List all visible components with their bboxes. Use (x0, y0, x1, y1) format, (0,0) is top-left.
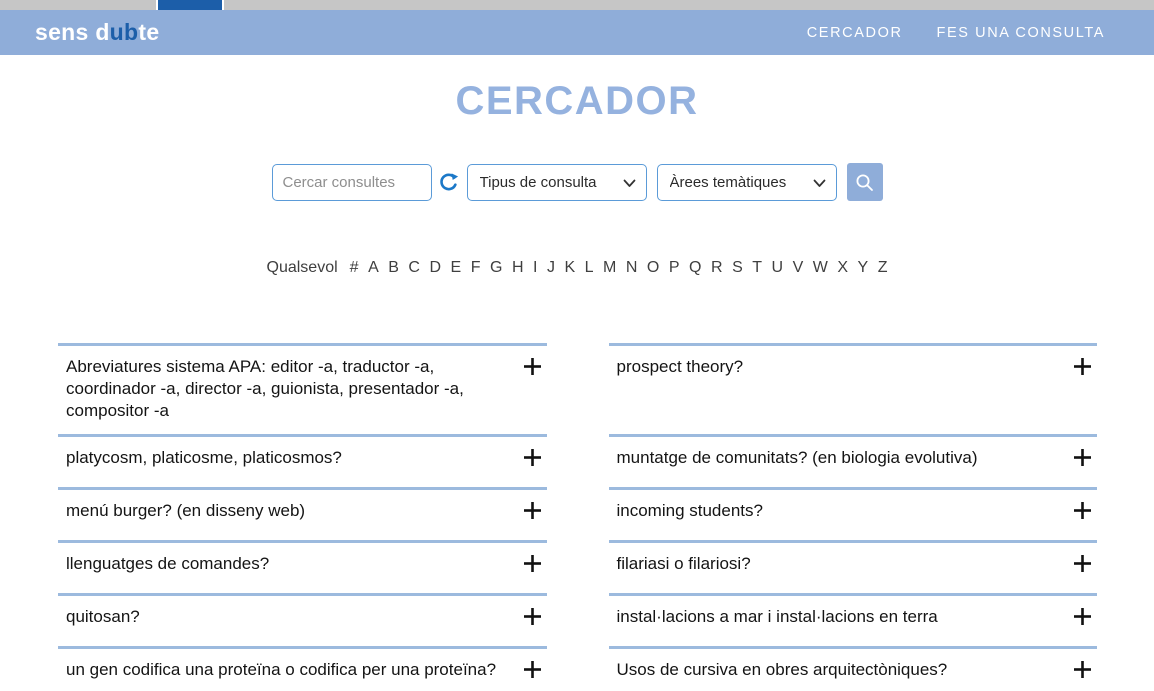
alphabet-letter[interactable]: B (388, 259, 399, 276)
logo-part-3: te (138, 19, 160, 45)
consultation-item-title: quitosan? (66, 607, 140, 627)
alphabet-letter[interactable]: Y (857, 259, 869, 276)
consultation-item[interactable] (609, 487, 1098, 540)
alphabet-letter[interactable]: F (470, 259, 481, 276)
alphabet-letter[interactable]: J (546, 259, 555, 276)
alphabet-letter[interactable]: D (429, 259, 442, 276)
alphabet-letter[interactable]: O (646, 259, 660, 276)
consultation-item[interactable] (609, 646, 1098, 691)
alphabet-filter (0, 259, 1154, 277)
consultation-item-title: incoming students? (616, 501, 763, 521)
search-button[interactable] (847, 163, 883, 201)
consultation-item[interactable] (58, 487, 547, 540)
alphabet-letter[interactable]: L (584, 259, 594, 276)
expand-plus-icon[interactable] (1074, 659, 1091, 678)
refresh-icon[interactable] (438, 172, 459, 193)
top-strip-tab (156, 0, 224, 10)
consultation-item[interactable] (58, 646, 547, 691)
alphabet-letter[interactable]: V (792, 259, 804, 276)
consultation-item-title: instal·lacions a mar i instal·lacions en terra (616, 607, 938, 627)
arees-tematiques-select[interactable] (657, 164, 837, 201)
type-select-wrap (467, 164, 647, 201)
site-header (0, 10, 1154, 55)
consultation-row (58, 593, 1097, 646)
consultation-row (58, 646, 1097, 691)
alphabet-letter[interactable]: U (771, 259, 784, 276)
search-input[interactable] (272, 164, 432, 201)
consultation-item[interactable] (609, 434, 1098, 487)
consultation-item-title: menú burger? (en disseny web) (66, 501, 306, 521)
expand-plus-icon[interactable] (524, 553, 541, 572)
consultation-item[interactable] (58, 434, 547, 487)
expand-plus-icon[interactable] (524, 447, 541, 466)
consultation-item-title: un gen codifica una proteïna o codifica per una proteïna? (66, 660, 497, 680)
expand-plus-icon[interactable] (524, 500, 541, 519)
expand-plus-icon[interactable] (1074, 606, 1091, 625)
consultation-item-title: llenguatges de comandes? (66, 554, 270, 574)
expand-plus-icon[interactable] (524, 356, 541, 375)
consultation-item[interactable] (609, 593, 1098, 646)
expand-plus-icon[interactable] (1074, 447, 1091, 466)
consultation-item-title: muntatge de comunitats? (en biologia evolutiva) (616, 448, 978, 468)
alphabet-letter[interactable]: G (489, 259, 503, 276)
main-nav (807, 25, 1105, 41)
alphabet-letter[interactable]: # (349, 259, 359, 276)
expand-plus-icon[interactable] (1074, 553, 1091, 572)
alphabet-letter[interactable]: N (625, 259, 638, 276)
logo-part-1: sens d (35, 19, 110, 45)
expand-plus-icon[interactable] (1074, 500, 1091, 519)
magnifier-icon (854, 172, 875, 193)
consultation-item-title: platycosm, platicosme, platicosmos? (66, 448, 342, 468)
alphabet-letter[interactable]: I (533, 259, 538, 276)
alphabet-letter[interactable]: E (450, 259, 462, 276)
consultation-item[interactable] (58, 343, 547, 434)
alphabet-letter[interactable]: M (603, 259, 617, 276)
consultation-row (58, 434, 1097, 487)
alphabet-letter[interactable]: A (368, 259, 379, 276)
tipus-de-consulta-select[interactable] (467, 164, 647, 201)
expand-plus-icon[interactable] (524, 606, 541, 625)
alphabet-letter[interactable]: Z (877, 259, 888, 276)
nav-cercador[interactable]: CERCADOR (806, 24, 903, 41)
area-select-wrap (657, 164, 837, 201)
consultation-item-title: prospect theory? (616, 357, 744, 376)
consultation-row (58, 343, 1097, 434)
consultation-list (58, 343, 1097, 691)
alphabet-letter[interactable]: H (511, 259, 524, 276)
consultation-item[interactable] (609, 343, 1098, 434)
alphabet-letter[interactable]: C (408, 259, 420, 276)
alphabet-filter-any[interactable]: Qualsevol (266, 259, 338, 276)
consultation-item[interactable] (609, 540, 1098, 593)
nav-fes-una-consulta[interactable]: FES UNA CONSULTA (936, 24, 1105, 41)
alphabet-letter[interactable]: K (564, 259, 576, 276)
alphabet-letter[interactable]: X (837, 259, 849, 276)
top-strip (0, 0, 1154, 10)
alphabet-letter[interactable]: W (812, 259, 828, 276)
logo-part-ub: ub (109, 19, 139, 45)
expand-plus-icon[interactable] (524, 659, 541, 678)
consultation-item-title: filariasi o filariosi? (616, 554, 751, 574)
alphabet-letter[interactable]: R (711, 259, 723, 276)
consultation-item-title: Usos de cursiva en obres arquitectòniques? (616, 660, 948, 680)
search-toolbar (0, 163, 1154, 201)
expand-plus-icon[interactable] (1074, 356, 1091, 375)
alphabet-letter[interactable]: Q (689, 259, 702, 276)
consultation-row (58, 487, 1097, 540)
alphabet-letter[interactable]: T (752, 259, 763, 276)
site-logo[interactable] (35, 19, 159, 46)
alphabet-letters (350, 259, 888, 277)
alphabet-letter[interactable]: S (732, 259, 743, 276)
alphabet-letter[interactable]: P (668, 259, 680, 276)
consultation-row (58, 540, 1097, 593)
consultation-item-title: Abreviatures sistema APA: editor -a, traductor -a, coordinador -a, director -a, guionista, presentador -a, compositor -a (66, 357, 464, 421)
consultation-item[interactable] (58, 593, 547, 646)
page-title: CERCADOR (455, 79, 699, 123)
consultation-item[interactable] (58, 540, 547, 593)
